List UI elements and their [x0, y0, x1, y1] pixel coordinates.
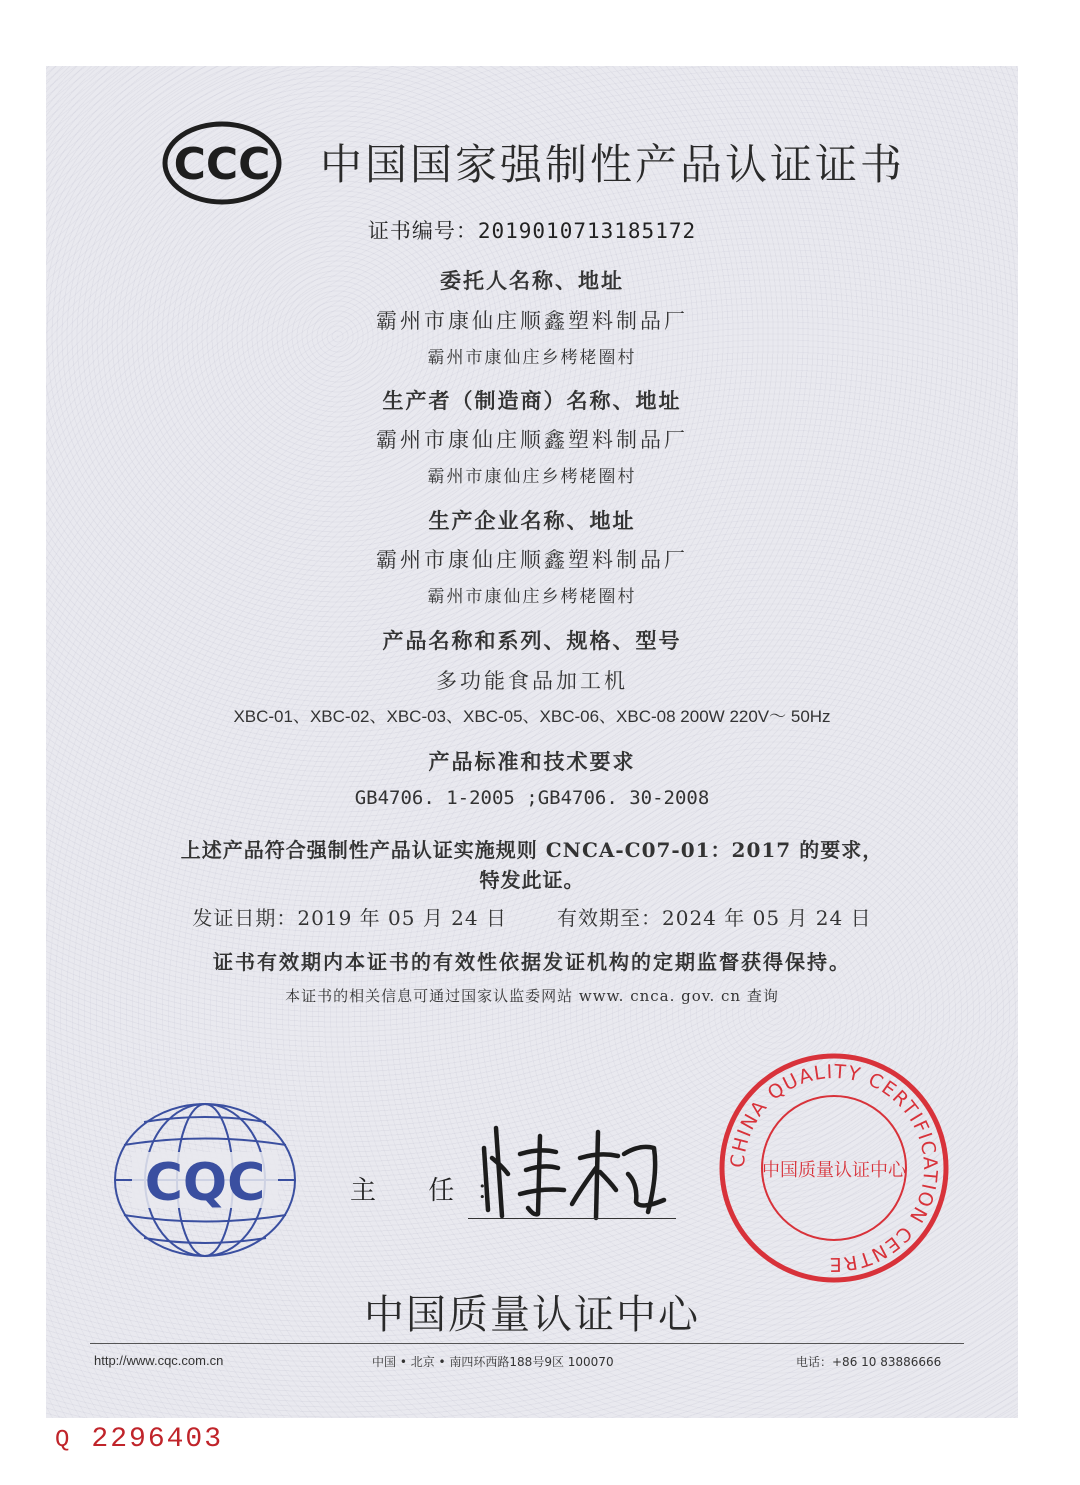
- manufacturer-heading: 生产者（制造商）名称、地址: [382, 388, 682, 413]
- product-models: XBC-01、XBC-02、XBC-03、XBC-05、XBC-06、XBC-08 200W 220V～ 50Hz: [233, 707, 831, 726]
- ccc-logo: [162, 121, 282, 205]
- footer-address: 中国 • 北京 • 南四环西路188号9区 100070: [372, 1355, 614, 1369]
- cqc-logo-text: CQC: [144, 1153, 266, 1213]
- issue-date: 发证日期：2019 年 05 月 24 日: [192, 906, 507, 930]
- serial-number: 2296403: [91, 1424, 224, 1455]
- seal-outer-text: CHINA QUALITY CERTIFICATION CENTRE: [726, 1060, 942, 1276]
- footer-url: http://www.cqc.com.cn: [94, 1353, 224, 1368]
- dates-line: [46, 902, 1018, 931]
- standards-value: GB4706. 1-2005 ;GB4706. 30-2008: [354, 787, 710, 809]
- serial-prefix: Q: [55, 1427, 72, 1454]
- serial-number-line: [55, 1424, 223, 1455]
- certificate-title: 中国国家强制性产品认证证书: [320, 140, 906, 189]
- valid-until-date: 有效期至：2024 年 05 月 24 日: [557, 906, 872, 930]
- seal-inner-text: 中国质量认证中心: [762, 1160, 906, 1181]
- factory-name: 霸州市康仙庄顺鑫塑料制品厂: [376, 548, 688, 572]
- manufacturer-name: 霸州市康仙庄顺鑫塑料制品厂: [376, 428, 688, 452]
- standards-heading: 产品标准和技术要求: [428, 749, 636, 774]
- certificate-number-line: [46, 215, 1018, 245]
- applicant-heading: 委托人名称、地址: [440, 268, 624, 293]
- factory-heading: 生产企业名称、地址: [428, 508, 636, 533]
- manufacturer-address: 霸州市康仙庄乡栲栳圈村: [427, 467, 637, 487]
- applicant-address: 霸州市康仙庄乡栲栳圈村: [427, 348, 637, 368]
- product-name: 多功能食品加工机: [436, 669, 628, 693]
- cqc-logo: [112, 1100, 298, 1260]
- issuer-name: 中国质量认证中心: [364, 1292, 700, 1338]
- director-label: 主 任：: [350, 1176, 525, 1206]
- certification-seal: [718, 1052, 950, 1284]
- director-signature: [468, 1118, 678, 1222]
- ccc-logo-text: CCC: [173, 139, 271, 190]
- signature-line: [468, 1218, 676, 1219]
- applicant-name: 霸州市康仙庄顺鑫塑料制品厂: [376, 309, 688, 333]
- factory-address: 霸州市康仙庄乡栲栳圈村: [427, 587, 637, 607]
- footer-divider: [90, 1343, 964, 1344]
- validity-note: 证书有效期内本证书的有效性依据发证机构的定期监督获得保持。: [213, 950, 851, 974]
- compliance-closing: 特发此证。: [479, 868, 585, 892]
- footer-phone: 电话：+86 10 83886666: [796, 1355, 942, 1369]
- product-heading: 产品名称和系列、规格、型号: [382, 628, 682, 653]
- query-note: 本证书的相关信息可通过国家认监委网站 www. cnca. gov. cn 查询: [285, 987, 779, 1005]
- certificate-number: 2019010713185172: [477, 219, 697, 243]
- certificate-number-label: 证书编号：: [367, 219, 478, 243]
- compliance-statement: 上述产品符合强制性产品认证实施规则 CNCA-C07-01：2017 的要求，: [180, 838, 884, 862]
